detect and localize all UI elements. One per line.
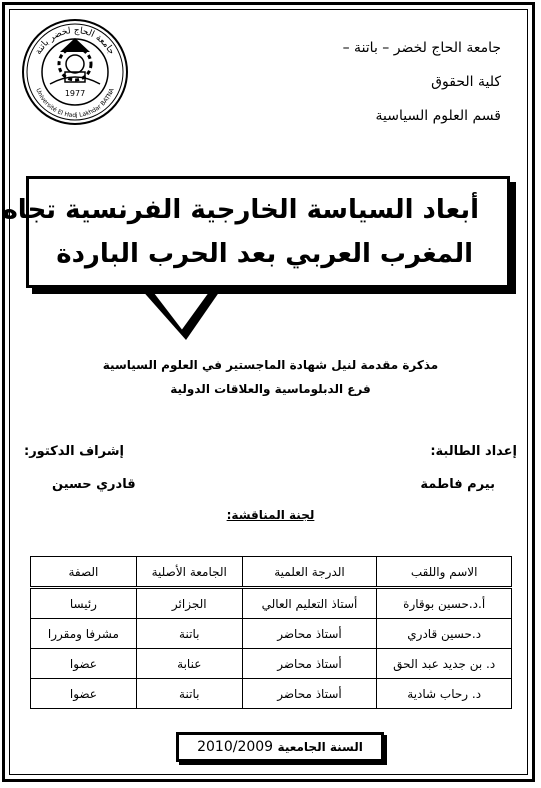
- member-role: عضوا: [31, 649, 137, 679]
- header-degree: الدرجة العلمية: [242, 557, 377, 588]
- member-university: الجزائر: [136, 588, 242, 619]
- header-role: الصفة: [31, 557, 137, 588]
- student-name: بيرم فاطمة: [420, 477, 495, 492]
- member-name: د.حسين قادري: [377, 619, 512, 649]
- university-name: جامعة الحاج لخضر – باتنة –: [342, 40, 501, 56]
- header-university: الجامعة الأصلية: [136, 557, 242, 588]
- academic-year-box: [176, 732, 384, 762]
- academic-year-value: 2010/2009: [197, 739, 274, 755]
- table-header-row: [31, 557, 512, 588]
- student-label: إعداد الطالبة:: [430, 444, 517, 459]
- member-name: أ.د.حسين بوقارة: [377, 588, 512, 619]
- department-name: قسم العلوم السياسية: [375, 108, 501, 124]
- table-row: [31, 588, 512, 619]
- member-name: د. رحاب شادية: [377, 679, 512, 709]
- logo-year: 1977: [64, 89, 86, 98]
- member-university: عنابة: [136, 649, 242, 679]
- committee-title: لجنة المناقشة:: [226, 508, 315, 522]
- member-degree: أستاذ محاضر: [242, 649, 377, 679]
- member-name: د. بن جديد عبد الحق: [377, 649, 512, 679]
- member-degree: أستاذ محاضر: [242, 619, 377, 649]
- logo-arc-text-bottom: Université El Hadj Lakhdar BATNA: [34, 87, 116, 120]
- member-role: رئيسا: [31, 588, 137, 619]
- table-row: [31, 679, 512, 709]
- supervisor-label: إشراف الدكتور:: [24, 444, 124, 459]
- logo-arc-text-top: جامعة الحاج لخضر باتنة: [33, 25, 117, 57]
- header-name: الاسم واللقب: [377, 557, 512, 588]
- thesis-branch: فرع الدبلوماسية والعلاقات الدولية: [170, 382, 371, 396]
- thesis-subtitle: مذكرة مقدمة لنيل شهادة الماجستير في العلوم السياسية: [102, 358, 439, 372]
- academic-year-label: السنة الجامعية: [277, 740, 363, 754]
- member-degree: أستاذ محاضر: [242, 679, 377, 709]
- title-banner: [2, 176, 510, 288]
- member-role: عضوا: [31, 679, 137, 709]
- member-university: باتنة: [136, 679, 242, 709]
- supervisor-name: قادري حسين: [52, 477, 136, 492]
- faculty-name: كلية الحقوق: [431, 74, 501, 90]
- table-row: [31, 619, 512, 649]
- table-row: [31, 649, 512, 679]
- thesis-title-line2: المغرب العربي بعد الحرب الباردة: [56, 239, 473, 269]
- member-role: مشرفا ومقررا: [31, 619, 137, 649]
- member-degree: أستاذ التعليم العالي: [242, 588, 377, 619]
- member-university: باتنة: [136, 619, 242, 649]
- committee-table: [30, 556, 512, 709]
- thesis-title-line1: أبعاد السياسة الخارجية الفرنسية تجاه: [2, 195, 479, 225]
